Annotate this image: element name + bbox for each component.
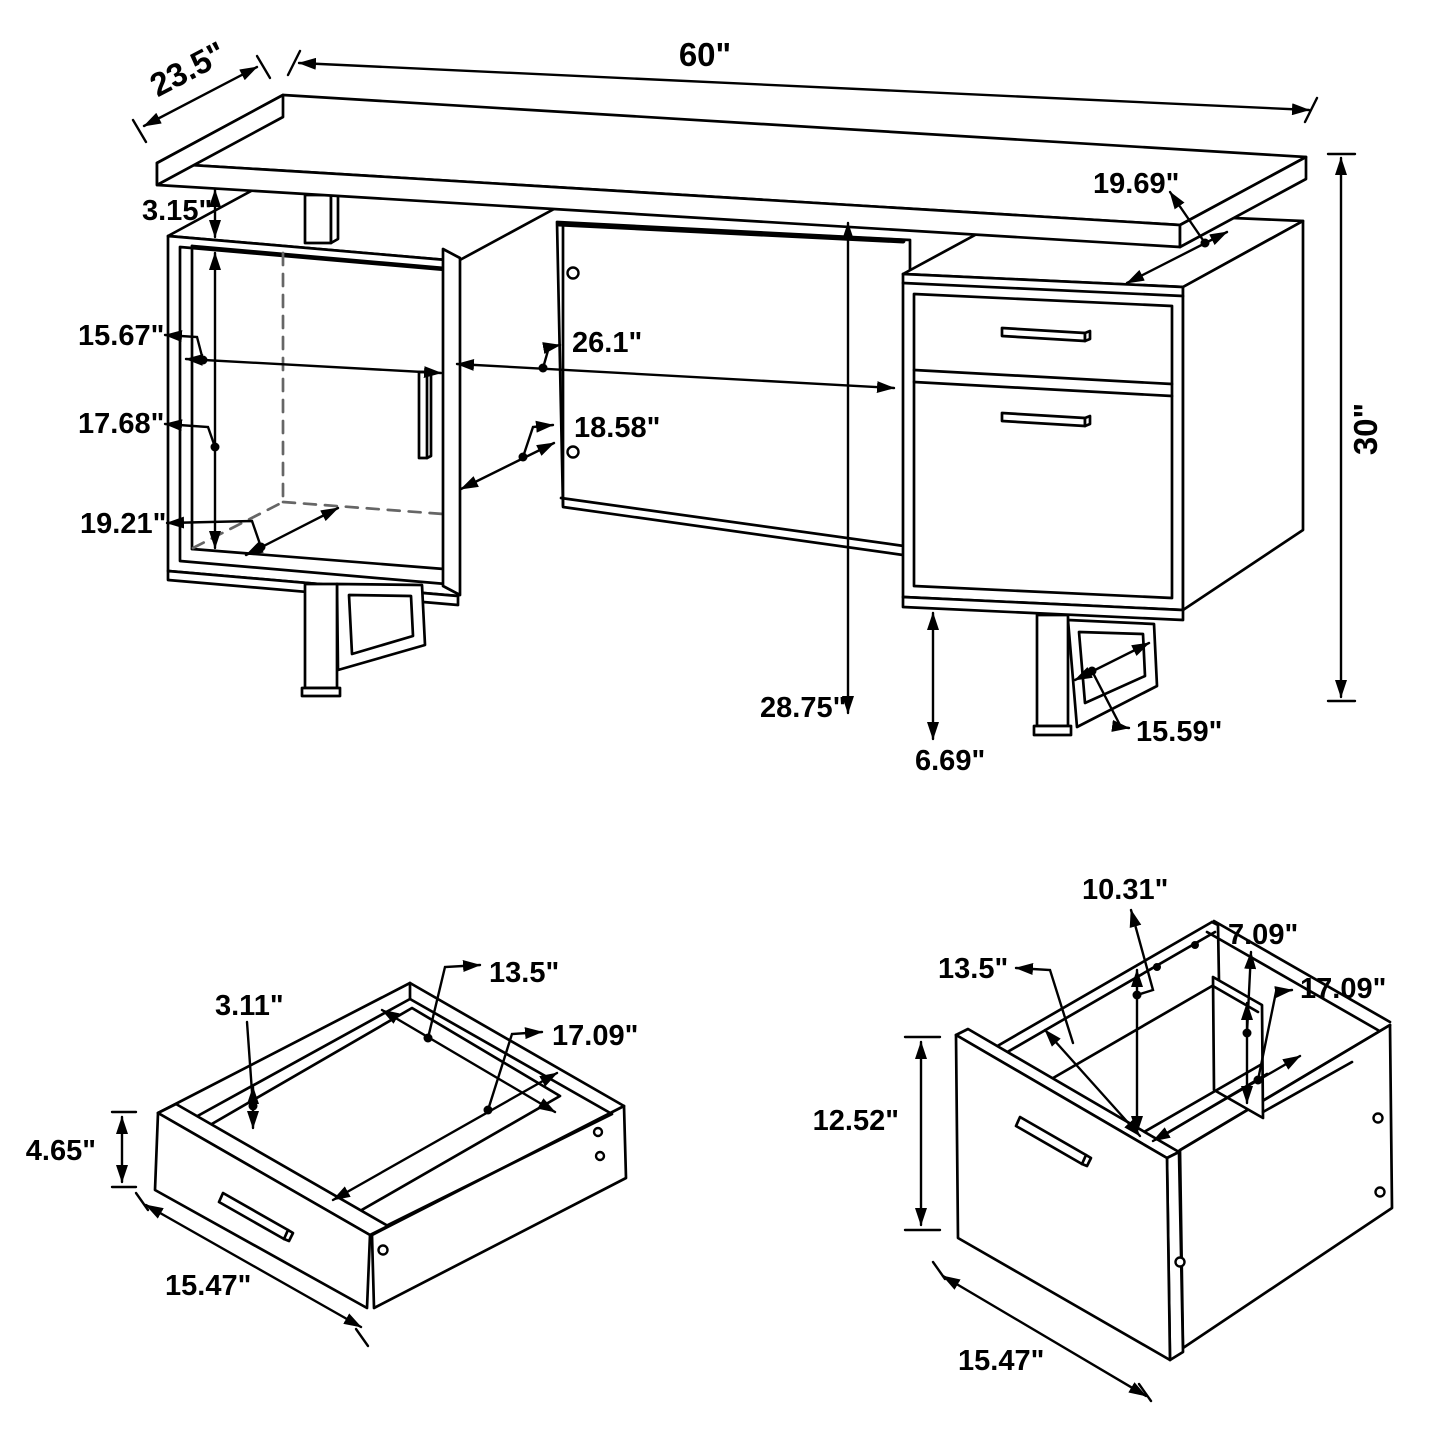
- left-pedestal-cabinet: [168, 171, 578, 605]
- file-drawer-side-top: [987, 922, 1212, 1052]
- screw-hole: [594, 1128, 602, 1136]
- left-sled-leg: [302, 584, 425, 696]
- right-pedestal-cabinet: [903, 209, 1303, 620]
- screw-hole: [568, 447, 579, 458]
- right-pedestal-side: [1183, 221, 1303, 610]
- dim-small-drawer-rim-height: 3.11": [215, 990, 284, 1022]
- dim-file-drawer-front-height: 12.52": [812, 1105, 899, 1137]
- dim-file-drawer-side-height: 10.31": [1082, 874, 1169, 906]
- dim-file-drawer-divider-height: 7.09": [1228, 919, 1299, 951]
- dim-cabinet-inner-width: 15.67": [78, 320, 165, 352]
- screw-hole: [1153, 963, 1161, 971]
- dim-desk-height: 30": [1347, 402, 1384, 456]
- dim-file-drawer-inner-diagonal: 17.09": [1300, 973, 1387, 1005]
- screw-hole: [1374, 1114, 1383, 1123]
- dim-file-drawer-inner-depth: 13.5": [938, 953, 1009, 985]
- dim-knee-space-diagonal: 18.58": [574, 412, 661, 444]
- dim-small-drawer-front-width: 15.47": [165, 1270, 252, 1302]
- door-handle: [419, 372, 427, 458]
- left-pedestal-front: [168, 236, 458, 596]
- dim-cabinet-inner-depth: 19.21": [80, 508, 167, 540]
- dim-small-drawer-inner-diagonal: 17.09": [552, 1020, 639, 1052]
- dim-pedestal-top-depth: 19.69": [1093, 168, 1180, 200]
- screw-hole: [568, 268, 579, 279]
- dim-small-drawer-inner-length: 13.5": [489, 957, 560, 989]
- file-drawer-right-side: [1180, 1025, 1392, 1348]
- dim-floor-to-top-clearance: 28.75": [760, 692, 847, 724]
- dim-file-drawer-front-width: 15.47": [958, 1345, 1045, 1377]
- dim-top-clearance: 3.15": [142, 195, 213, 227]
- screw-hole: [1191, 941, 1199, 949]
- dim-desk-depth: 23.5": [143, 33, 232, 104]
- cabinet-door-edge: [443, 249, 460, 595]
- dim-knee-space-width: 26.1": [572, 327, 643, 359]
- dim-leg-inner-depth: 15.59": [1136, 716, 1223, 748]
- screw-hole: [1376, 1188, 1385, 1197]
- dim-desk-width: 60": [678, 36, 732, 73]
- modesty-panel: [557, 222, 910, 556]
- screw-hole: [1176, 1258, 1185, 1267]
- dim-leg-height: 6.69": [915, 745, 986, 777]
- file-drawer-divider: [1213, 977, 1263, 1118]
- right-pedestal-front: [903, 274, 1183, 610]
- dim-cabinet-inner-height: 17.68": [78, 408, 165, 440]
- dim-small-drawer-front-height: 4.65": [25, 1135, 96, 1167]
- screw-hole: [596, 1152, 604, 1160]
- screw-hole: [379, 1246, 388, 1255]
